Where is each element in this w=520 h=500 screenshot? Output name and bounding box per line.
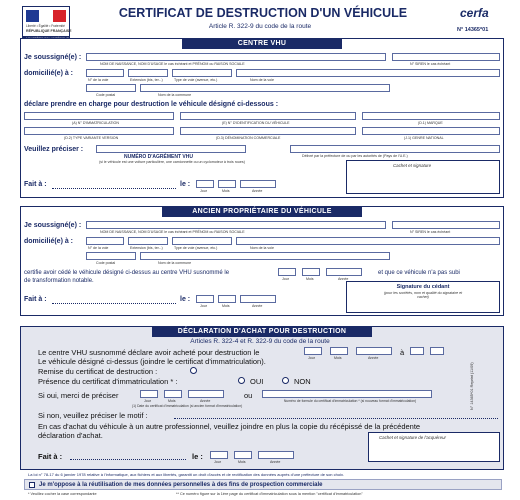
ancien-day-caption: Jour <box>282 277 289 281</box>
achat-fait-day-caption: Jour <box>214 460 221 464</box>
achat-fait-month-caption: Mois <box>238 460 246 464</box>
cerfa-logo <box>458 6 496 26</box>
vhu-fait-field[interactable] <box>52 188 176 189</box>
vhu-year-caption: Année <box>252 189 263 193</box>
achat-ci-day-caption: Jour <box>144 399 151 403</box>
vhu-siren-caption: N° SIREN le cas échéant <box>410 62 451 66</box>
section-band-achat: DÉCLARATION D'ACHAT POUR DESTRUCTION <box>152 326 372 337</box>
vhu-street-name-field[interactable] <box>236 69 500 77</box>
achat-presence-label: Présence du certificat d'immatriculation * : <box>38 377 178 386</box>
ancien-street-type-field[interactable] <box>172 237 232 245</box>
achat-ou-label: ou <box>244 391 253 400</box>
achat-ci-month-caption: Mois <box>168 399 176 403</box>
vhu-veuillez-label: Veuillez préciser : <box>24 146 84 153</box>
vhu-prefecture-field[interactable] <box>290 145 500 153</box>
achat-fait-year-field[interactable] <box>258 451 294 459</box>
footer-note-1: * Veuillez cocher la case correspondante <box>28 492 97 496</box>
ancien-addr-caption-3: Type de voie (avenue, etc.) <box>174 246 218 250</box>
achat-si-non-label: Si non, veuillez préciser le motif : <box>38 411 148 420</box>
ancien-year-caption: Année <box>338 277 349 281</box>
achat-month-field[interactable] <box>330 347 348 355</box>
section-band-ancien: ANCIEN PROPRIÉTAIRE DU VÉHICULE <box>162 206 362 217</box>
oppose-label: Je m'oppose à la réutilisation de mes données personnelles à des fins de prospection commerciale <box>39 481 323 488</box>
ancien-name-field[interactable] <box>86 221 386 229</box>
vhu-type-field[interactable] <box>24 127 174 135</box>
achat-le-label: le : <box>192 452 203 461</box>
vhu-street-number-field[interactable] <box>86 69 124 77</box>
vhu-genre-caption: (J.1) GENRE NATIONAL <box>404 136 444 140</box>
republic-logo <box>22 6 70 42</box>
ancien-name-caption: NOM DE NAISSANCE, NOM D'USAGE le cas échéant et PRÉNOM ou RAISON SOCIALE <box>100 230 245 234</box>
achat-remise-radio[interactable] <box>190 367 197 374</box>
achat-fait-month-field[interactable] <box>234 451 252 459</box>
achat-formule-field[interactable] <box>262 390 432 398</box>
vhu-immat-field[interactable] <box>24 112 174 120</box>
vhu-addr-caption-4: Nom de la voie <box>250 78 274 82</box>
vhu-siren-field[interactable] <box>392 53 500 61</box>
ancien-month-caption: Mois <box>306 277 314 281</box>
achat-si-oui-label: Si oui, merci de préciser <box>38 391 119 400</box>
achat-remise-label: Remise du certificat de destruction : <box>38 367 158 376</box>
vhu-type-caption: (D.2) TYPE VARIANTE VERSION <box>64 136 119 140</box>
vhu-cachet-box[interactable] <box>346 160 500 194</box>
vhu-le-label: le : <box>180 181 191 188</box>
vhu-day-field[interactable] <box>196 180 214 188</box>
footer-oppose-row <box>24 479 502 490</box>
document-subtitle: Article R. 322-9 du code de la route <box>208 23 312 30</box>
vhu-street-type-field[interactable] <box>172 69 232 77</box>
achat-motif-field[interactable] <box>174 418 498 419</box>
vhu-commune-field[interactable] <box>140 84 390 92</box>
flag-icon <box>26 10 66 22</box>
vhu-extension-field[interactable] <box>128 69 168 77</box>
achat-ci-year-field[interactable] <box>188 390 224 398</box>
ancien-month-field[interactable] <box>302 268 320 276</box>
vhu-marque-caption: (D.1) MARQUE <box>418 121 443 125</box>
ancien-fait-month-field[interactable] <box>218 295 236 303</box>
vhu-vin-field[interactable] <box>180 112 356 120</box>
achat-year-caption: Année <box>368 356 379 360</box>
achat-cachet-box[interactable] <box>368 432 500 462</box>
ancien-fait-year-caption: Année <box>252 304 263 308</box>
ancien-postcode-caption: Code postal <box>96 261 116 265</box>
vhu-agrement-note: (si le véhicule est une voiture particulière, une camionnette ou un cyclomoteur à trois roues) <box>99 160 245 164</box>
ancien-le-label: le : <box>180 296 191 303</box>
ancien-non-transforme-text: et que ce véhicule n'a pas subi <box>378 270 460 276</box>
ancien-fait-day-field[interactable] <box>196 295 214 303</box>
vhu-name-caption: NOM DE NAISSANCE, NOM D'USAGE le cas échéant et PRÉNOM ou RAISON SOCIALE <box>100 62 245 66</box>
achat-cachet-caption: Cachet et signature de l'acquéreur <box>379 435 446 440</box>
ancien-street-name-field[interactable] <box>236 237 500 245</box>
vhu-month-field[interactable] <box>218 180 236 188</box>
achat-fait-field[interactable] <box>70 459 186 460</box>
oppose-checkbox[interactable] <box>29 482 35 488</box>
achat-month-caption: Mois <box>334 356 342 360</box>
achat-non-label: NON <box>294 377 311 386</box>
ancien-fait-label: Fait à : <box>24 296 47 303</box>
ancien-certifie-text: certifie avoir cédé le véhicule désigné ci-dessus au centre VHU susnommé le <box>24 270 230 276</box>
republic-name: RÉPUBLIQUE FRANÇAISE <box>26 29 72 33</box>
vhu-addr-caption-2: Extension (bis, ter...) <box>130 78 163 82</box>
achat-year-field[interactable] <box>356 347 392 355</box>
vhu-cachet-caption: Cachet et signature <box>393 163 432 168</box>
vhu-immat-caption: (A) N° D'IMMATRICULATION <box>72 121 119 125</box>
achat-line2: Le véhicule désigné ci-dessus (joindre le certificat d'immatriculation). <box>38 357 266 366</box>
section-band-centre-vhu: CENTRE VHU <box>182 38 342 49</box>
achat-minute-field[interactable] <box>430 347 444 355</box>
achat-ci-year-caption: Année <box>200 399 211 403</box>
vhu-commune-caption: Nom de la commune <box>158 93 192 97</box>
achat-oui-radio[interactable] <box>238 377 245 384</box>
ancien-soussigne-label: Je soussigné(e) : <box>24 222 82 229</box>
ancien-siren-field[interactable] <box>392 221 500 229</box>
achat-day-caption: Jour <box>308 356 315 360</box>
achat-line1: Le centre VHU susnommé déclare avoir acheté pour destruction le <box>38 348 260 357</box>
ancien-fait-year-field[interactable] <box>240 295 276 303</box>
ancien-street-number-field[interactable] <box>86 237 124 245</box>
vhu-denomination-field[interactable] <box>180 127 356 135</box>
cerfa-logo-text: cerfa <box>460 6 489 20</box>
ancien-signature-note: (pour les sociétés, nom et qualité du signataire et cachet) <box>383 291 463 300</box>
achat-ci-day-field[interactable] <box>140 390 158 398</box>
achat-formule-caption: Numéro de formule du certificat d'immatriculation * (si nouveau format d'immatriculation) <box>283 399 417 403</box>
ancien-fait-field[interactable] <box>52 303 176 304</box>
ancien-commune-caption: Nom de la commune <box>158 261 192 265</box>
achat-ci-date-caption: (1) Date du certificat d'immatriculation (si ancien format d'immatriculation) <box>132 404 243 408</box>
achat-ci-month-field[interactable] <box>164 390 182 398</box>
ancien-signature-box[interactable] <box>346 281 500 313</box>
achat-fait-year-caption: Année <box>270 460 281 464</box>
vhu-agrement-field[interactable] <box>96 145 246 153</box>
achat-non-radio[interactable] <box>282 377 289 384</box>
achat-hour-field[interactable] <box>410 347 424 355</box>
ancien-commune-field[interactable] <box>140 252 390 260</box>
achat-articles: Articles R. 322-4 et R. 322-9 du code de la route <box>190 338 330 345</box>
document-title: CERTIFICAT DE DESTRUCTION D'UN VÉHICULE <box>118 6 408 20</box>
ancien-extension-field[interactable] <box>128 237 168 245</box>
vhu-marque-field[interactable] <box>362 112 500 120</box>
achat-a-label: à <box>400 348 405 357</box>
vhu-prefecture-caption: Délivré par la préfecture de ou par les autorités de (Pays de l'U.E.) <box>302 154 408 158</box>
ancien-addr-caption-1: N° de la voie <box>88 246 109 250</box>
ancien-fait-day-caption: Jour <box>200 304 207 308</box>
footer-note-2: ** Ce numéro figure sur la 1ère page du certificat d'immatriculation sous la mention "certificat d'immatriculation" <box>176 492 363 496</box>
ancien-addr-caption-2: Extension (bis, ter...) <box>130 246 163 250</box>
side-reference-text: N° 14365*01 Reprint (11/09) <box>470 362 474 410</box>
vhu-postcode-field[interactable] <box>86 84 136 92</box>
ancien-transformation-text: de transformation notable. <box>24 278 94 284</box>
achat-fait-day-field[interactable] <box>210 451 228 459</box>
vhu-declare-text: déclare prendre en charge pour destruction le véhicule désigné ci-dessous : <box>24 101 279 108</box>
vhu-denomination-caption: (D.3) DÉNOMINATION COMMERCIALE <box>216 136 281 140</box>
vhu-fait-label: Fait à : <box>24 181 47 188</box>
vhu-domicilie-label: domicilié(e) à : <box>24 70 74 77</box>
ancien-signature-title: Signature du cédant <box>396 284 450 290</box>
ancien-fait-month-caption: Mois <box>222 304 230 308</box>
vhu-addr-caption-1: N° de la voie <box>88 78 109 82</box>
achat-oui-label: OUI <box>250 377 264 386</box>
ancien-addr-caption-4: Nom de la voie <box>250 246 274 250</box>
vhu-addr-caption-3: Type de voie (avenue, etc.) <box>174 78 218 82</box>
achat-day-field[interactable] <box>304 347 322 355</box>
ancien-domicilie-label: domicilié(e) à : <box>24 238 74 245</box>
achat-fait-label: Fait à : <box>38 452 63 461</box>
ancien-day-field[interactable] <box>278 268 296 276</box>
vhu-genre-field[interactable] <box>362 127 500 135</box>
cerfa-number: N° 14365*01 <box>457 27 489 33</box>
vhu-day-caption: Jour <box>200 189 207 193</box>
vhu-vin-caption: (E) N° D'IDENTIFICATION DU VÉHICULE <box>222 121 290 125</box>
vhu-name-field[interactable] <box>86 53 386 61</box>
footer-loi-text: La loi n° 78-17 du 6 janvier 1978 relative à l'informatique, aux fichiers et aux libertés, garantit un droit d'accès et de rectification des données auprès d'une préfecture de son choix. <box>28 472 345 477</box>
ancien-year-field[interactable] <box>326 268 362 276</box>
achat-en-cas-line2: déclaration d'achat. <box>38 431 103 440</box>
ancien-siren-caption: N° SIREN le cas échéant <box>410 230 451 234</box>
vhu-soussigne-label: Je soussigné(e) : <box>24 54 82 61</box>
ancien-postcode-field[interactable] <box>86 252 136 260</box>
vhu-agrement-title: NUMÉRO D'AGRÉMENT VHU <box>124 154 193 160</box>
achat-en-cas-line1: En cas d'achat du véhicule à un autre professionnel, veuillez joindre en plus la copie du récépissé de la précédente <box>38 422 421 431</box>
vhu-postcode-caption: Code postal <box>96 93 116 97</box>
republic-motto: Liberté • Égalité • Fraternité <box>26 24 65 28</box>
vhu-month-caption: Mois <box>222 189 230 193</box>
vhu-year-field[interactable] <box>240 180 276 188</box>
